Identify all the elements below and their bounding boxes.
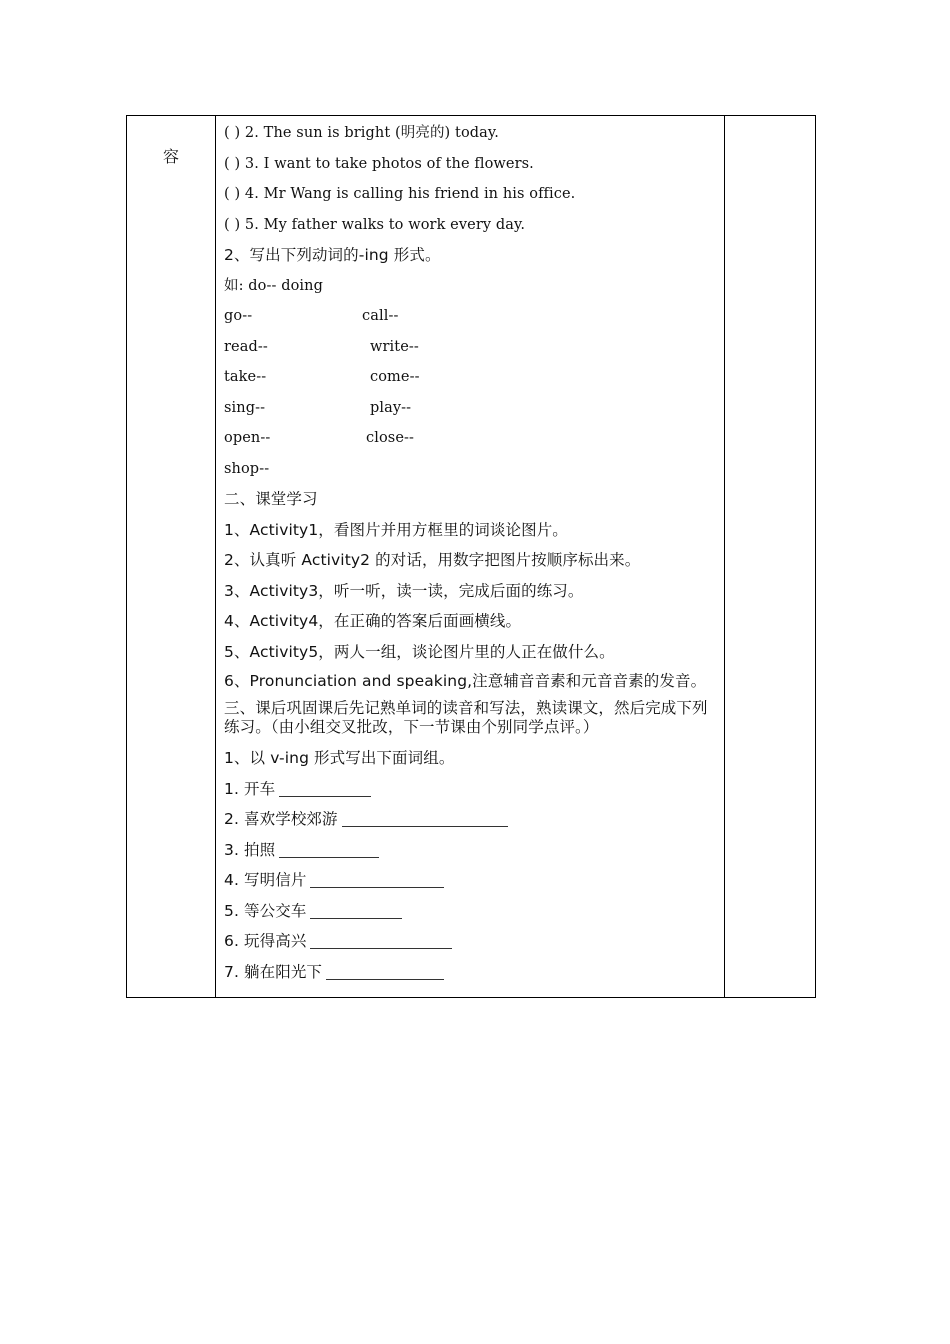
activity-item: 6、Pronunciation and speaking,注意辅音音素和元音音素的发音。	[224, 672, 707, 690]
ing-word: sing--	[224, 399, 266, 416]
answer-blank[interactable]	[342, 825, 508, 827]
section-title: 二、课堂学习	[224, 490, 318, 508]
phrase-item	[224, 835, 719, 866]
exercise-line: ( ) 3. I want to take photos of the flowers.	[224, 155, 534, 172]
phrase-text: 5. 等公交车	[224, 901, 307, 920]
ing-word: call--	[362, 308, 399, 324]
activity-item: 4、Activity4，在正确的答案后面画横线。	[224, 612, 522, 630]
ing-word: play--	[370, 399, 412, 416]
phrase-item	[224, 774, 719, 805]
ing-pair	[224, 301, 719, 332]
ing-word: take--	[224, 369, 267, 385]
ing-word: come--	[370, 369, 420, 385]
ing-pair	[224, 423, 719, 454]
answer-blank[interactable]	[310, 947, 452, 949]
lesson-table	[126, 115, 816, 998]
ing-pair	[224, 362, 719, 393]
exercise-line: ( ) 5. My father walks to work every day.	[224, 216, 526, 233]
phrase-text: 6. 玩得高兴	[224, 932, 307, 950]
activity-item: 3、Activity3，听一听，读一读，完成后面的练习。	[224, 581, 584, 600]
phrase-text: 7. 躺在阳光下	[224, 962, 323, 981]
answer-blank[interactable]	[310, 886, 444, 888]
activity-item: 2、认真听 Activity2 的对话，用数字把图片按顺序标出来。	[224, 551, 641, 569]
exercise-line: ( ) 2. The sun is bright (明亮的) today.	[224, 125, 499, 141]
section-task: 1、以 v-ing 形式写出下面词组。	[224, 749, 455, 767]
answer-blank[interactable]	[279, 795, 371, 797]
phrase-text: 3. 拍照	[224, 840, 276, 859]
answer-blank[interactable]	[326, 978, 444, 980]
phrase-item	[224, 926, 719, 957]
phrase-item	[224, 957, 719, 988]
column-divider	[724, 116, 725, 997]
phrase-text: 2. 喜欢学校郊游	[224, 810, 338, 828]
ing-pair	[224, 332, 719, 363]
ing-example: 如: do-- doing	[224, 277, 323, 294]
ing-word: open--	[224, 430, 271, 446]
section-title: 三、课后巩固课后先记熟单词的读音和写法，熟读课文，然后完成下列练习。（由小组交叉批改，下一节课由个别同学点评。）	[224, 699, 708, 736]
phrase-text: 4. 写明信片	[224, 871, 307, 889]
ing-pair	[224, 393, 719, 424]
ing-word: shop--	[224, 460, 270, 477]
activity-item: 5、Activity5，两人一组，谈论图片里的人正在做什么。	[224, 642, 615, 661]
ing-word: go--	[224, 308, 253, 324]
side-label: 容	[162, 147, 179, 166]
activity-item: 1、Activity1，看图片并用方框里的词谈论图片。	[224, 520, 568, 539]
phrase-item	[224, 865, 719, 896]
content-cell	[224, 118, 719, 987]
ing-task: 2、写出下列动词的-ing 形式。	[224, 246, 441, 264]
ing-word: close--	[366, 430, 415, 446]
exercise-line: ( ) 4. Mr Wang is calling his friend in his office.	[224, 186, 576, 202]
answer-blank[interactable]	[310, 917, 402, 919]
column-divider	[215, 116, 216, 997]
phrase-item	[224, 896, 719, 927]
ing-word: read--	[224, 338, 268, 355]
phrase-text: 1. 开车	[224, 779, 276, 798]
answer-blank[interactable]	[279, 856, 379, 858]
ing-word: write--	[370, 338, 419, 355]
phrase-item	[224, 804, 719, 835]
